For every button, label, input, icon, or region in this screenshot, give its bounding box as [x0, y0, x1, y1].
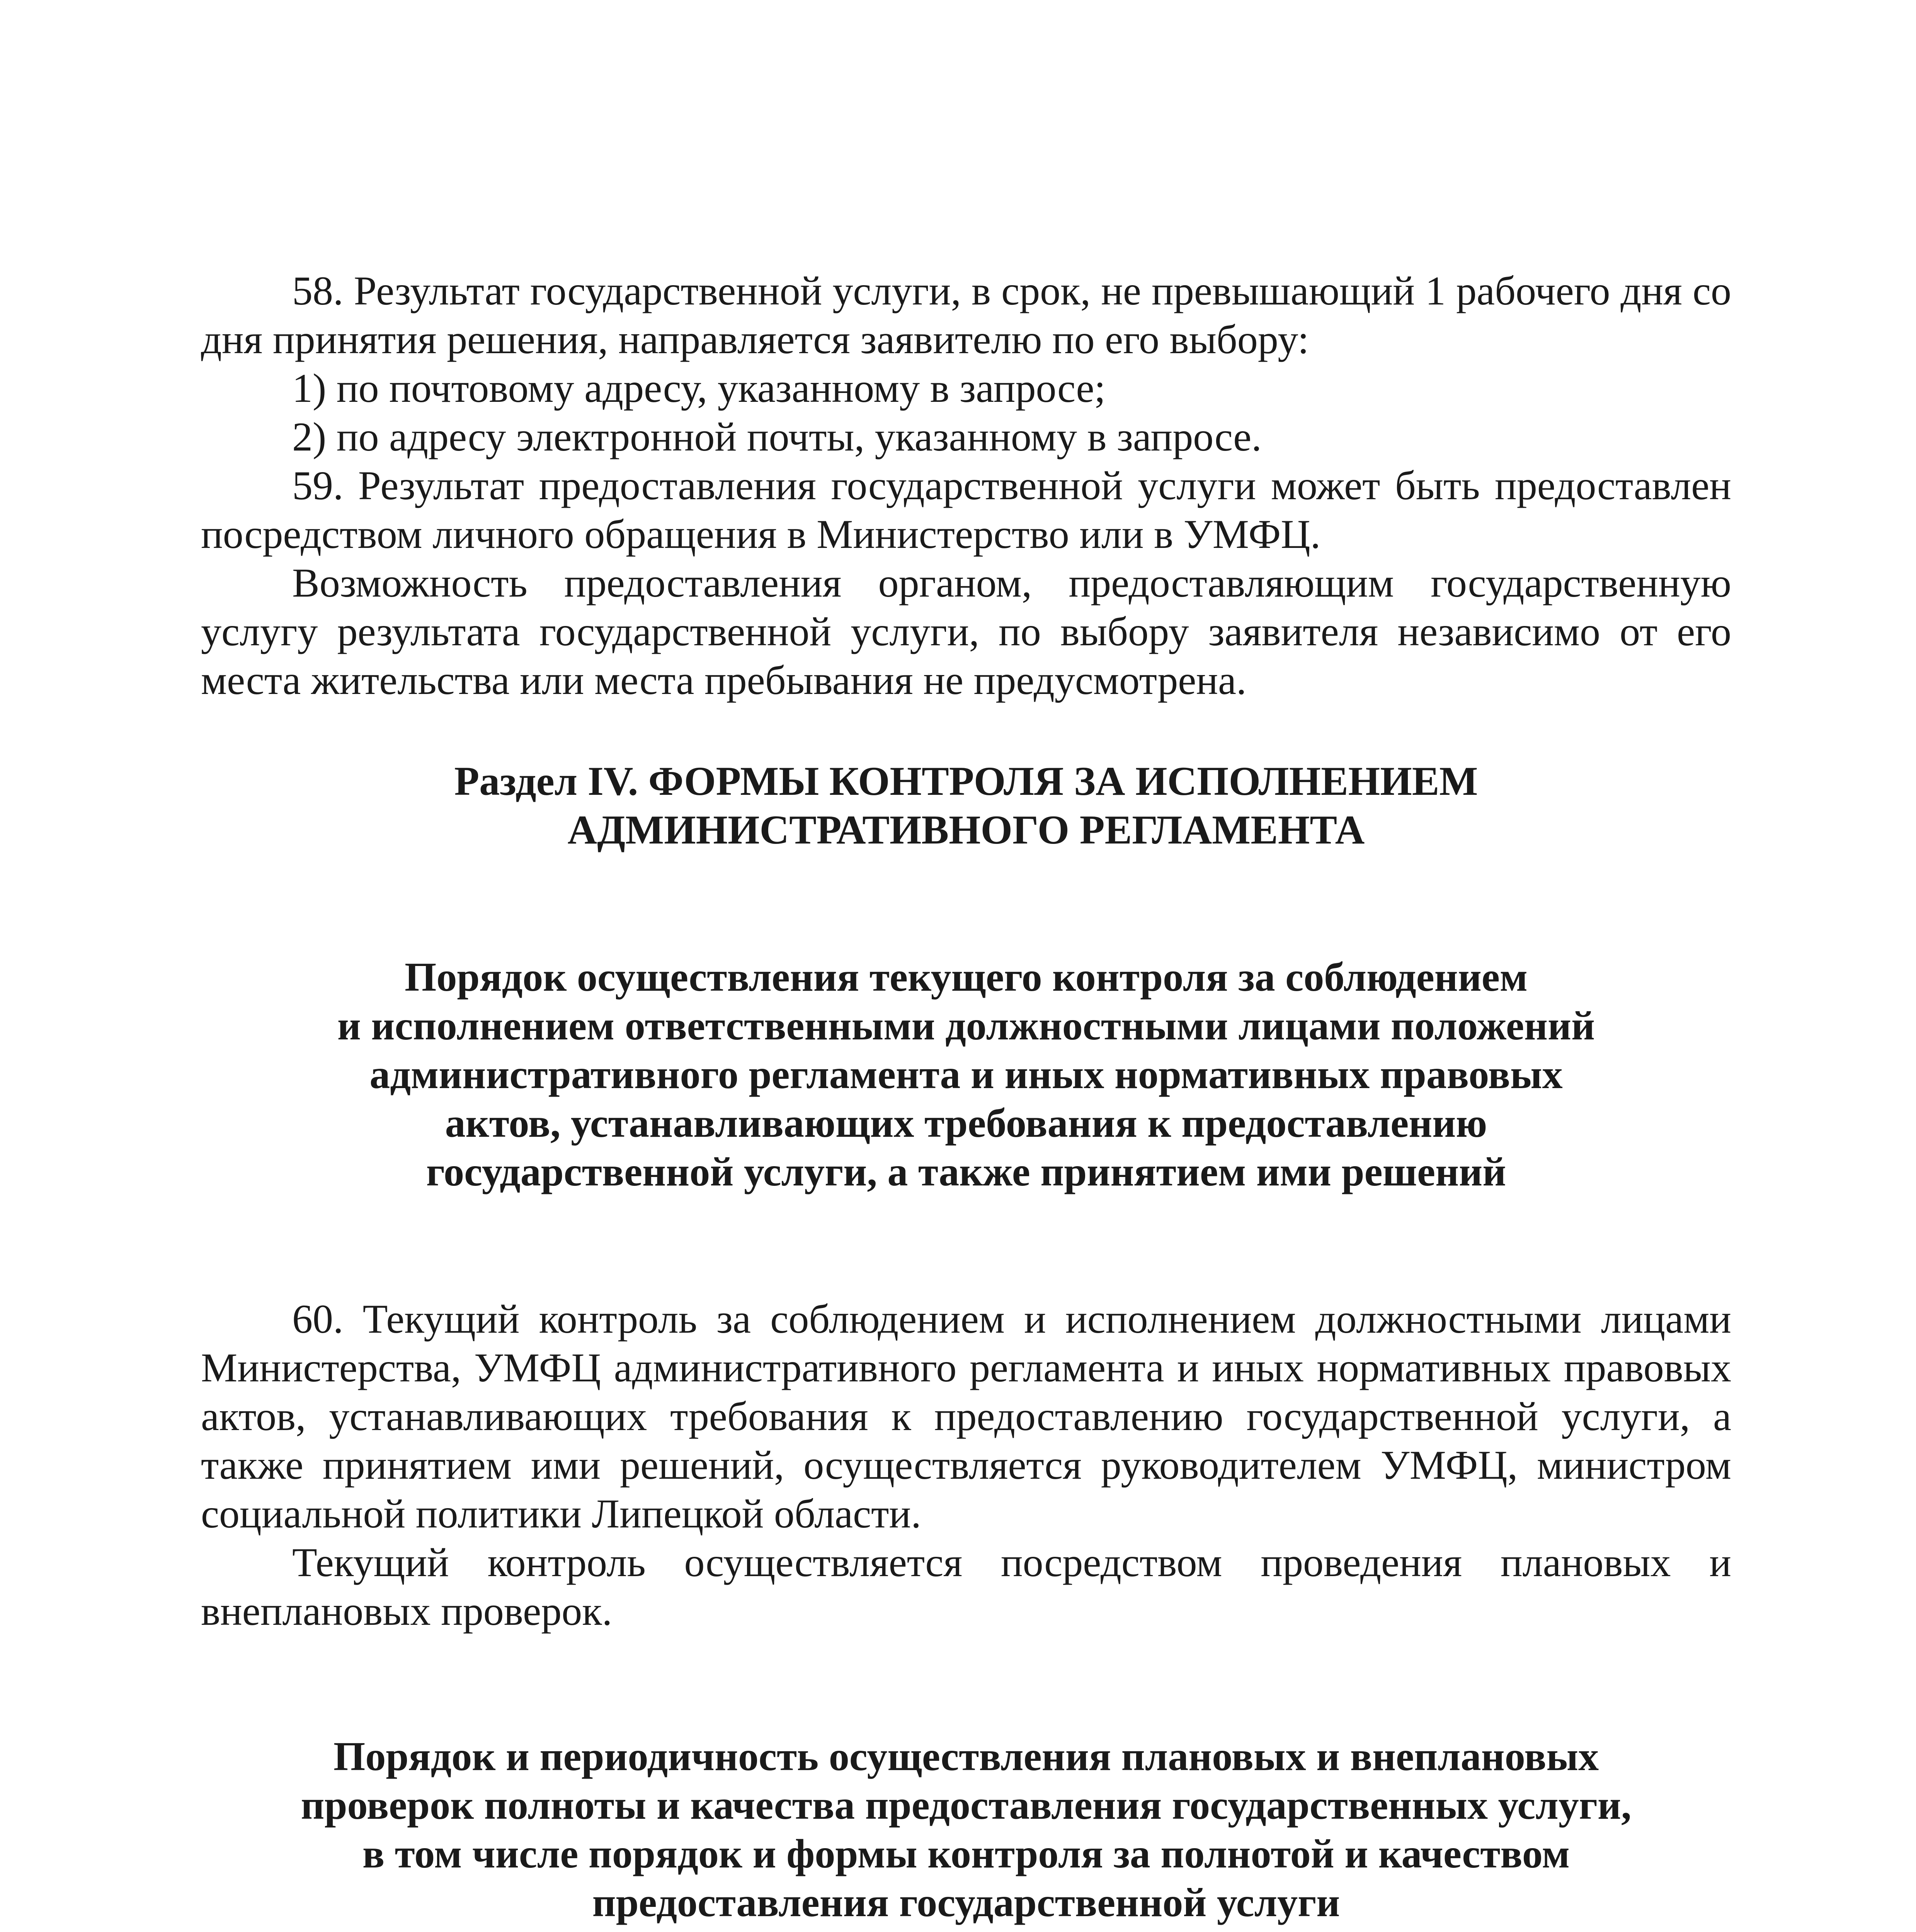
- section-iv-heading: [201, 757, 1731, 854]
- paragraph-58: 58. Результат государственной услуги, в срок, не превышающий 1 рабочего дня со дня принятия решения, направляется заявителю по его выбору:: [201, 268, 1731, 362]
- current-control-heading: [201, 953, 1731, 1196]
- checks-heading-line: Порядок и периодичность осуществления плановых и внеплановых: [333, 1734, 1599, 1779]
- section-iv-heading-line: Раздел IV. ФОРМЫ КОНТРОЛЯ ЗА ИСПОЛНЕНИЕМ: [454, 759, 1478, 804]
- checks-heading: [201, 1732, 1731, 1927]
- list-item-email-address: 2) по адресу электронной почты, указанному в запросе.: [292, 414, 1262, 459]
- paragraph-60: 60. Текущий контроль за соблюдением и исполнением должностными лицами Министерства, УМФЦ административного регламента и иных нормативных правовых актов, устанавливающих требования к предоставлению государственной услуги, а также принятием ими решений, осуществляется руководителем УМФЦ, министром социальной политики Липецкой области.: [201, 1296, 1731, 1536]
- current-control-heading-line: и исполнением ответственными должностными лицами положений: [337, 1003, 1595, 1048]
- list-item-postal-address: 1) по почтовому адресу, указанному в запросе;: [292, 366, 1106, 411]
- page-content: [201, 267, 1731, 1932]
- checks-heading-line: предоставления государственной услуги: [592, 1880, 1340, 1925]
- paragraph-59-possibility: Возможность предоставления органом, предоставляющим государственную услугу результата государственной услуги, по выбору заявителя независимо от его места жительства или места пребывания не предусмотрена.: [201, 560, 1731, 703]
- current-control-heading-line: актов, устанавливающих требования к предоставлению: [445, 1100, 1487, 1146]
- paragraph-59: 59. Результат предоставления государственной услуги может быть предоставлен посредством личного обращения в Министерство или в УМФЦ.: [201, 463, 1731, 557]
- current-control-heading-line: государственной услуги, а также принятием ими решений: [426, 1149, 1506, 1194]
- section-iv-heading-line: АДМИНИСТРАТИВНОГО РЕГЛАМЕНТА: [567, 807, 1365, 852]
- current-control-heading-line: Порядок осуществления текущего контроля за соблюдением: [404, 954, 1528, 1000]
- checks-heading-line: в том числе порядок и формы контроля за полнотой и качеством: [362, 1831, 1570, 1876]
- checks-heading-line: проверок полноты и качества предоставления государственных услуги,: [301, 1782, 1632, 1828]
- current-control-heading-line: административного регламента и иных нормативных правовых: [369, 1052, 1563, 1097]
- paragraph-60-current-control: Текущий контроль осуществляется посредством проведения плановых и внеплановых проверок.: [201, 1540, 1731, 1634]
